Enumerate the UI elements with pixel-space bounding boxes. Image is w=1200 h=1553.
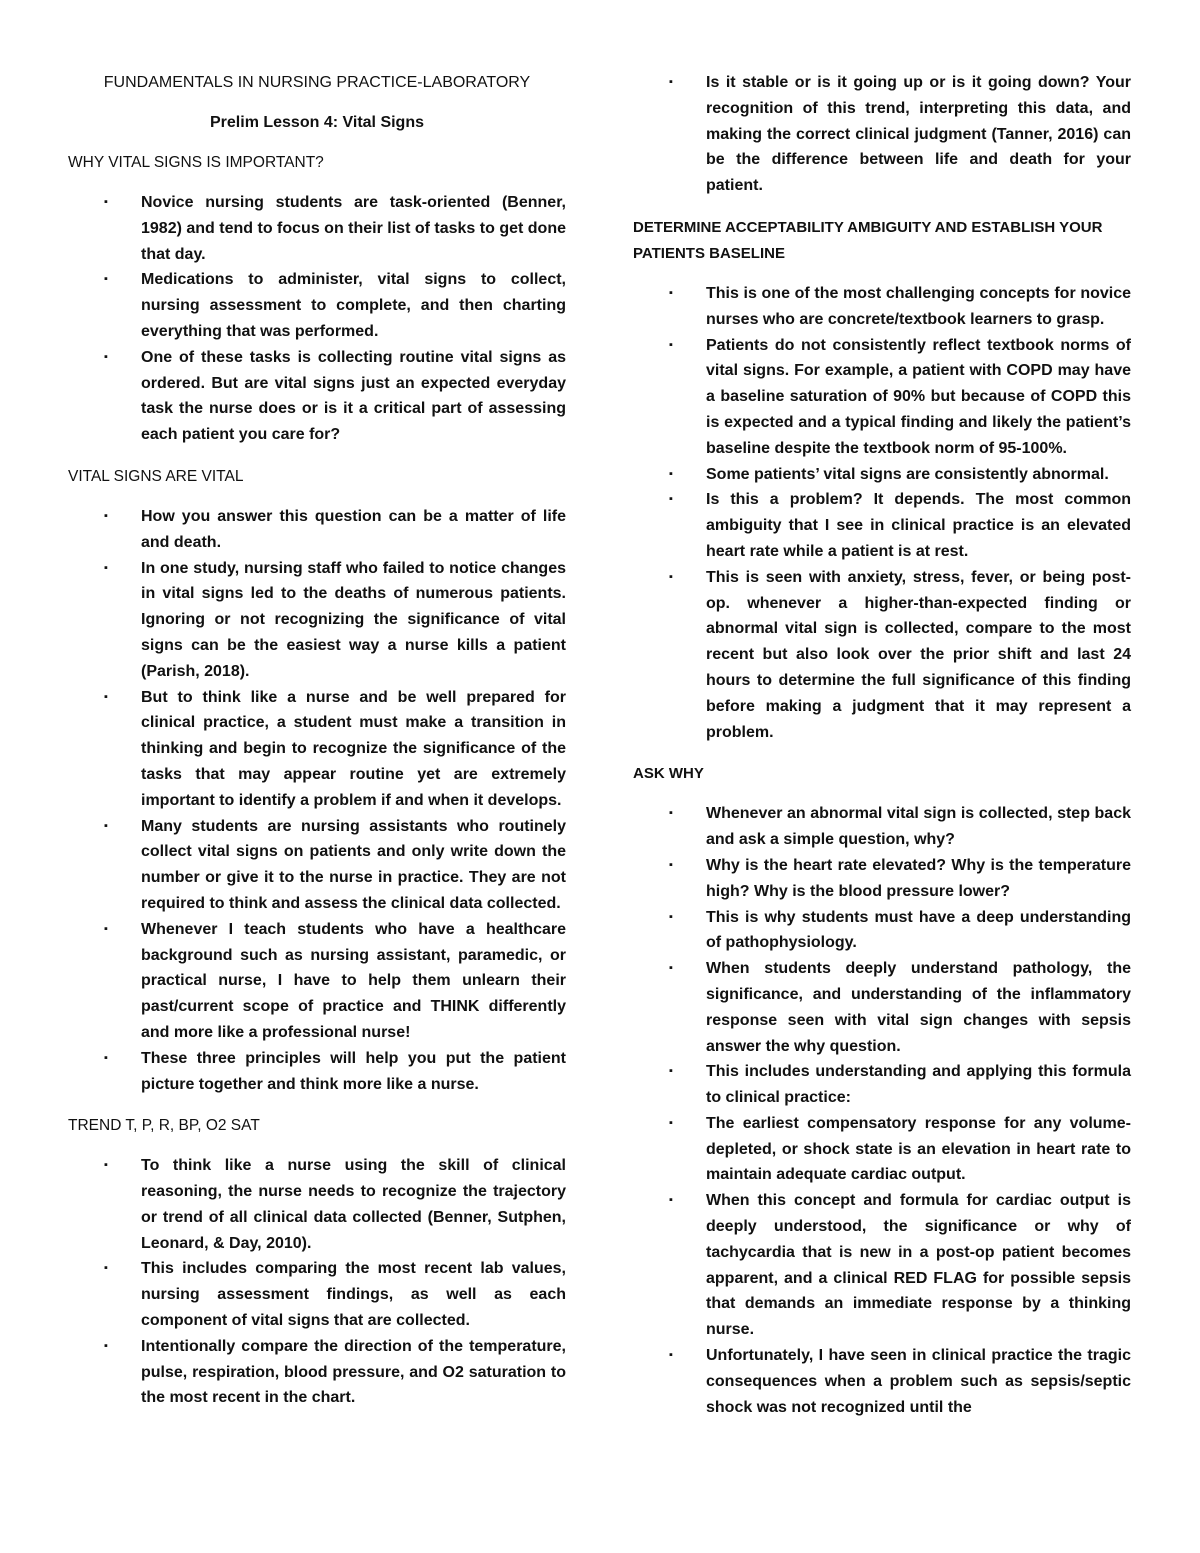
bullet-item: ▪ To think like a nurse using the skill of clinical reasoning, the nurse needs to recognize the trajectory or trend of all clinical data collected (Benner, Sutphen, Leonard, & Day, 2010). [68,1153,566,1256]
bullet-item: ▪ One of these tasks is collecting routine vital signs as ordered. But are vital signs just an expected everyday task the nurse does or is it a critical part of assessing each patient you care for? [68,345,566,448]
bullet-item: ▪ Intentionally compare the direction of the temperature, pulse, respiration, blood pressure, and O2 saturation to the most recent in the chart. [68,1334,566,1411]
bullet-item: ▪ This includes understanding and applying this formula to clinical practice: [633,1059,1131,1111]
bullet-item: ▪ When students deeply understand pathology, the significance, and understanding of the inflammatory response seen with vital sign changes with sepsis answer the why question. [633,956,1131,1059]
bullet-item: ▪ Is it stable or is it going up or is it going down? Your recognition of this trend, interpreting this data, and making the correct clinical judgment (Tanner, 2016) can be the difference between life and death for your patient. [633,70,1131,199]
bullet-item: ▪ This is seen with anxiety, stress, fever, or being post-op. whenever a higher-than-expected finding or abnormal vital sign is collected, compare to the most recent but also look over the prior shift and last 24 hours to determine the full significance of this finding before making a judgment that it may represent a problem. [633,565,1131,746]
bullet-item: ▪ Why is the heart rate elevated? Why is the temperature high? Why is the blood pressure lower? [633,853,1131,905]
bullet-item: ▪ Novice nursing students are task-oriented (Benner, 1982) and tend to focus on their list of tasks to get done that day. [68,190,566,267]
bullet-item: ▪ This is why students must have a deep understanding of pathophysiology. [633,905,1131,957]
section-heading-ask-why: ASK WHY [633,765,704,783]
bullet-item: ▪ Is this a problem? It depends. The most common ambiguity that I see in clinical practice is an elevated heart rate while a patient is at rest. [633,487,1131,564]
document-title: FUNDAMENTALS IN NURSING PRACTICE-LABORATORY [103,74,531,91]
bullet-item: ▪ These three principles will help you put the patient picture together and think more like a nurse. [68,1046,566,1098]
bullet-list [633,281,1131,745]
section-heading-why-vital-signs-is-important: WHY VITAL SIGNS IS IMPORTANT? [68,154,324,171]
bullet-item: ▪ Unfortunately, I have seen in clinical practice the tragic consequences when a problem such as sepsis/septic shock was not recognized until the [633,1343,1131,1420]
lesson-subtitle: Prelim Lesson 4: Vital Signs [210,114,424,131]
bullet-list [633,70,1131,199]
bullet-list [68,504,566,1097]
bullet-item: ▪ Medications to administer, vital signs to collect, nursing assessment to complete, and then charting everything that was performed. [68,267,566,344]
bullet-list [68,1153,566,1411]
section-heading-vital-signs-are-vital: VITAL SIGNS ARE VITAL [68,467,244,485]
bullet-item: ▪ The earliest compensatory response for any volume-depleted, or shock state is an elevation in heart rate to maintain adequate cardiac output. [633,1111,1131,1188]
right-column [633,70,1131,1436]
bullet-list [633,801,1131,1420]
section-heading-trend-t-p-r-bp-o2-sat: TREND T, P, R, BP, O2 SAT [68,1117,260,1135]
bullet-item: ▪ This includes comparing the most recent lab values, nursing assessment findings, as well as each component of vital signs that are collected. [68,1256,566,1333]
bullet-item: ▪ Many students are nursing assistants who routinely collect vital signs on patients and only write down the number or give it to the nurse in practice. They are not required to think and assess the clinical data collected. [68,814,566,917]
left-column [68,70,566,1427]
bullet-item: ▪ In one study, nursing staff who failed to notice changes in vital signs led to the deaths of numerous patients. Ignoring or not recognizing the significance of vital signs can be the easiest way a nurse kills a patient (Parish, 2018). [68,556,566,685]
bullet-item: ▪ How you answer this question can be a matter of life and death. [68,504,566,556]
bullet-item: ▪ Whenever an abnormal vital sign is collected, step back and ask a simple question, why? [633,801,1131,853]
bullet-item: ▪ Some patients’ vital signs are consistently abnormal. [633,462,1131,488]
bullet-item: ▪ But to think like a nurse and be well prepared for clinical practice, a student must make a transition in thinking and begin to recognize the significance of the tasks that may appear routine yet are extremely important to identify a problem if and when it develops. [68,685,566,814]
bullet-item: ▪ When this concept and formula for cardiac output is deeply understood, the significance or why of tachycardia that is new in a post-op patient becomes apparent, and a clinical RED FLAG for possible sepsis that demands an immediate response by a thinking nurse. [633,1188,1131,1343]
section-heading-determine-acceptability-ambiguity-and-es: DETERMINE ACCEPTABILITY AMBIGUITY AND ESTABLISH YOUR PATIENTS BASELINE [633,218,1103,262]
bullet-item: ▪ Patients do not consistently reflect textbook norms of vital signs. For example, a patient with COPD may have a baseline saturation of 90% but because of COPD this is expected and a typical finding and likely the patient’s baseline despite the textbook norm of 95-100%. [633,333,1131,462]
bullet-list [68,190,566,448]
bullet-item: ▪ Whenever I teach students who have a healthcare background such as nursing assistant, paramedic, or practical nurse, I have to help them unlearn their past/current scope of practice and THINK differently and more like a professional nurse! [68,917,566,1046]
bullet-item: ▪ This is one of the most challenging concepts for novice nurses who are concrete/textbook learners to grasp. [633,281,1131,333]
